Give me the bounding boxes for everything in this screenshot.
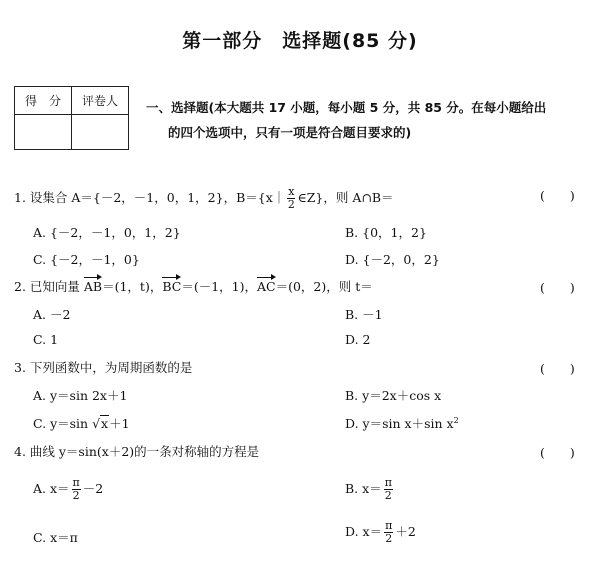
q3-option-c[interactable] — [33, 414, 130, 432]
q3-d-exponent: 2 — [453, 415, 459, 425]
q4-option-a[interactable] — [33, 477, 103, 502]
q2-stem-p3: ＝(－1，1)， — [181, 279, 257, 294]
q4-option-d[interactable] — [345, 520, 416, 545]
q4-a-num: π — [72, 476, 80, 489]
answer-paren-3[interactable]: ( ) — [540, 361, 575, 376]
question-2-stem — [14, 278, 373, 296]
page-title: 第一部分 选择题(85 分) — [182, 30, 418, 52]
q4-d-post: ＋2 — [395, 524, 416, 539]
answer-paren-2[interactable]: ( ) — [540, 280, 575, 295]
section-line-2: 的四个选项中，只有一项是符合题目要求的) — [168, 125, 412, 140]
q3-c-pre: C. y＝sin — [33, 416, 93, 431]
section-line-1: 一、选择题(本大题共 17 小题，每小题 5 分，共 85 分。在每小题给出 — [146, 100, 547, 115]
q4-b-pre: B. x＝ — [345, 481, 382, 496]
q4-b-num: π — [384, 476, 392, 489]
q2-option-a[interactable]: A. －2 — [33, 307, 71, 322]
grader-header: 评卷人 — [72, 87, 129, 115]
vector-ac: AC — [256, 279, 276, 294]
q2-stem-p4: ＝(0，2)，则 t＝ — [275, 279, 373, 294]
q1-stem-after: ∈Z}，则 A∩B＝ — [297, 190, 394, 205]
q1-fraction — [287, 186, 295, 211]
question-4-stem: 4. 曲线 y＝sin(x＋2)的一条对称轴的方程是 — [14, 444, 260, 459]
vector-bc: BC — [162, 279, 182, 294]
q4-a-fraction — [72, 477, 81, 502]
q2-stem-p2: ＝(1，t)， — [102, 279, 163, 294]
vector-ab: AB — [83, 279, 103, 294]
q4-b-fraction — [384, 477, 393, 502]
sqrt-symbol: √x — [92, 416, 109, 431]
score-header: 得 分 — [15, 87, 72, 115]
q1-frac-den: 2 — [287, 198, 295, 211]
q4-option-b[interactable] — [345, 477, 395, 502]
q1-option-d[interactable]: D. {－2，0，2} — [345, 252, 440, 267]
q1-option-c[interactable]: C. {－2，－1，0} — [33, 252, 140, 267]
q1-stem-before: 1. 设集合 A＝{－2，－1，0，1，2}，B＝{x｜ — [14, 190, 286, 205]
answer-paren-4[interactable]: ( ) — [540, 445, 575, 460]
question-1-stem — [14, 186, 394, 211]
q3-option-a[interactable]: A. y＝sin 2x＋1 — [33, 388, 128, 403]
q3-c-post: ＋1 — [109, 416, 130, 431]
q2-option-c[interactable]: C. 1 — [33, 332, 59, 347]
q4-option-c[interactable]: C. x＝π — [33, 530, 78, 545]
q3-option-b[interactable]: B. y＝2x＋cos x — [345, 388, 442, 403]
question-3-stem: 3. 下列函数中，为周期函数的是 — [14, 360, 193, 375]
q1-frac-num: x — [288, 185, 295, 198]
q4-b-den: 2 — [384, 489, 392, 502]
score-cell[interactable] — [15, 115, 72, 150]
q1-option-b[interactable]: B. {0，1，2} — [345, 225, 427, 240]
q4-d-fraction — [384, 520, 393, 545]
q4-a-den: 2 — [72, 489, 80, 502]
q1-option-a[interactable]: A. {－2，－1，0，1，2} — [33, 225, 181, 240]
section-instructions — [146, 95, 596, 145]
q4-d-pre: D. x＝ — [345, 524, 383, 539]
q3-option-d[interactable] — [345, 414, 459, 432]
q4-a-pre: A. x＝ — [33, 481, 70, 496]
q3-c-radicand: x — [101, 416, 109, 431]
q2-option-b[interactable]: B. －1 — [345, 307, 383, 322]
q4-a-post: －2 — [82, 481, 104, 496]
q2-option-d[interactable]: D. 2 — [345, 332, 371, 347]
q4-d-num: π — [385, 519, 393, 532]
q2-stem-p1: 2. 已知向量 — [14, 279, 84, 294]
q4-d-den: 2 — [385, 532, 393, 545]
q3-d-pre: D. y＝sin x＋sin x — [345, 416, 454, 431]
score-table — [14, 86, 129, 150]
grader-cell[interactable] — [72, 115, 129, 150]
answer-paren-1[interactable]: ( ) — [540, 188, 575, 203]
